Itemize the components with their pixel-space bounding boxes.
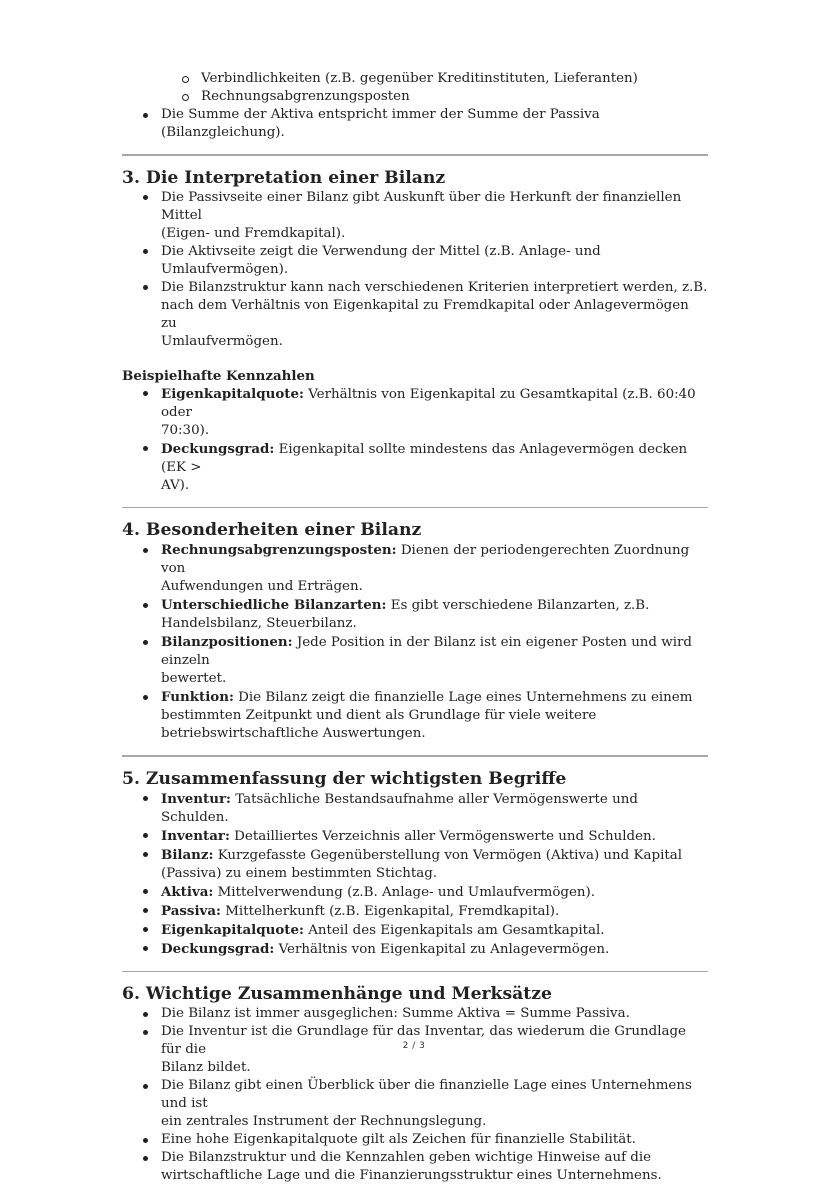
list-item: Die Bilanzstruktur kann nach verschiedenen Kriterien interpretiert werden, z.B. nach dem Verhältnis von Eigenkapital zu Fremdkapital oder Anlagevermögen zu Umlaufvermögen. bbox=[122, 279, 708, 351]
list-item: Die Summe der Aktiva entspricht immer der Summe der Passiva (Bilanzgleichung). bbox=[122, 106, 708, 142]
section-5-list bbox=[122, 790, 708, 959]
list-item: Verbindlichkeiten (z.B. gegenüber Kreditinstituten, Lieferanten) bbox=[122, 70, 708, 88]
list-item: Passiva: Mittelherkunft (z.B. Eigenkapital, Fremdkapital). bbox=[122, 902, 708, 921]
document-page bbox=[122, 0, 708, 1185]
section-3-list bbox=[122, 189, 708, 351]
kennzahlen-list bbox=[122, 385, 708, 495]
section-6-list bbox=[122, 1005, 708, 1185]
list-item: Rechnungsabgrenzungsposten: Dienen der periodengerechten Zuordnung von Aufwendungen und Erträgen. bbox=[122, 541, 708, 596]
list-item: Bilanz: Kurzgefasste Gegenüberstellung von Vermögen (Aktiva) und Kapital (Passiva) zu einem bestimmten Stichtag. bbox=[122, 846, 708, 883]
list-item: Die Bilanz gibt einen Überblick über die finanzielle Lage eines Unternehmens und ist ein zentrales Instrument der Rechnungslegung. bbox=[122, 1077, 708, 1131]
list-item: Rechnungsabgrenzungsposten bbox=[122, 88, 708, 106]
list-item: Bilanzpositionen: Jede Position in der Bilanz ist ein eigener Posten und wird einzeln bewertet. bbox=[122, 633, 708, 688]
section-heading-6: 6. Wichtige Zusammenhänge und Merksätze bbox=[122, 984, 552, 1004]
list-item: Die Bilanzstruktur und die Kennzahlen geben wichtige Hinweise auf die wirtschaftliche Lage und die Finanzierungsstruktur eines Unternehmens. bbox=[122, 1149, 708, 1185]
list-item: Die Passivseite einer Bilanz gibt Auskunft über die Herkunft der finanziellen Mittel (Eigen- und Fremdkapital). bbox=[122, 189, 708, 243]
list-item: Inventar: Detailliertes Verzeichnis aller Vermögenswerte und Schulden. bbox=[122, 827, 708, 846]
liability-sub-list bbox=[122, 70, 708, 106]
list-item: Inventur: Tatsächliche Bestandsaufnahme aller Vermögenswerte und Schulden. bbox=[122, 790, 708, 827]
list-item: Unterschiedliche Bilanzarten: Es gibt verschiedene Bilanzarten, z.B. Handelsbilanz, Steuerbilanz. bbox=[122, 596, 708, 633]
list-item: Eine hohe Eigenkapitalquote gilt als Zeichen für finanzielle Stabilität. bbox=[122, 1131, 708, 1149]
list-item: Die Aktivseite zeigt die Verwendung der Mittel (z.B. Anlage- und Umlaufvermögen). bbox=[122, 243, 708, 279]
section-heading-5: 5. Zusammenfassung der wichtigsten Begriffe bbox=[122, 768, 567, 789]
list-item: Deckungsgrad: Eigenkapital sollte mindestens das Anlagevermögen decken (EK > AV). bbox=[122, 440, 708, 495]
balance-list bbox=[122, 106, 708, 142]
list-item: Eigenkapitalquote: Anteil des Eigenkapitals am Gesamtkapital. bbox=[122, 921, 708, 940]
list-item: Eigenkapitalquote: Verhältnis von Eigenkapital zu Gesamtkapital (z.B. 60:40 oder 70:30). bbox=[122, 385, 708, 440]
list-item: Deckungsgrad: Verhältnis von Eigenkapital zu Anlagevermögen. bbox=[122, 940, 708, 959]
section-heading-3: 3. Die Interpretation einer Bilanz bbox=[122, 167, 446, 188]
kennzahlen-heading: Beispielhafte Kennzahlen bbox=[122, 367, 315, 384]
section-4-list bbox=[122, 541, 708, 743]
list-item: Aktiva: Mittelverwendung (z.B. Anlage- und Umlaufvermögen). bbox=[122, 883, 708, 902]
list-item: Die Inventur ist die Grundlage für das Inventar, das wiederum die Grundlage für die Bilanz bildet. bbox=[122, 1023, 708, 1077]
section-heading-4: 4. Besonderheiten einer Bilanz bbox=[122, 520, 422, 540]
list-item: Die Bilanz ist immer ausgeglichen: Summe Aktiva = Summe Passiva. bbox=[122, 1005, 708, 1023]
page-number: 2 / 3 bbox=[402, 1041, 426, 1051]
list-item: Funktion: Die Bilanz zeigt die finanzielle Lage eines Unternehmens zu einem bestimmten Zeitpunkt und dient als Grundlage für viele weitere betriebswirtschaftliche Auswertungen. bbox=[122, 688, 708, 743]
